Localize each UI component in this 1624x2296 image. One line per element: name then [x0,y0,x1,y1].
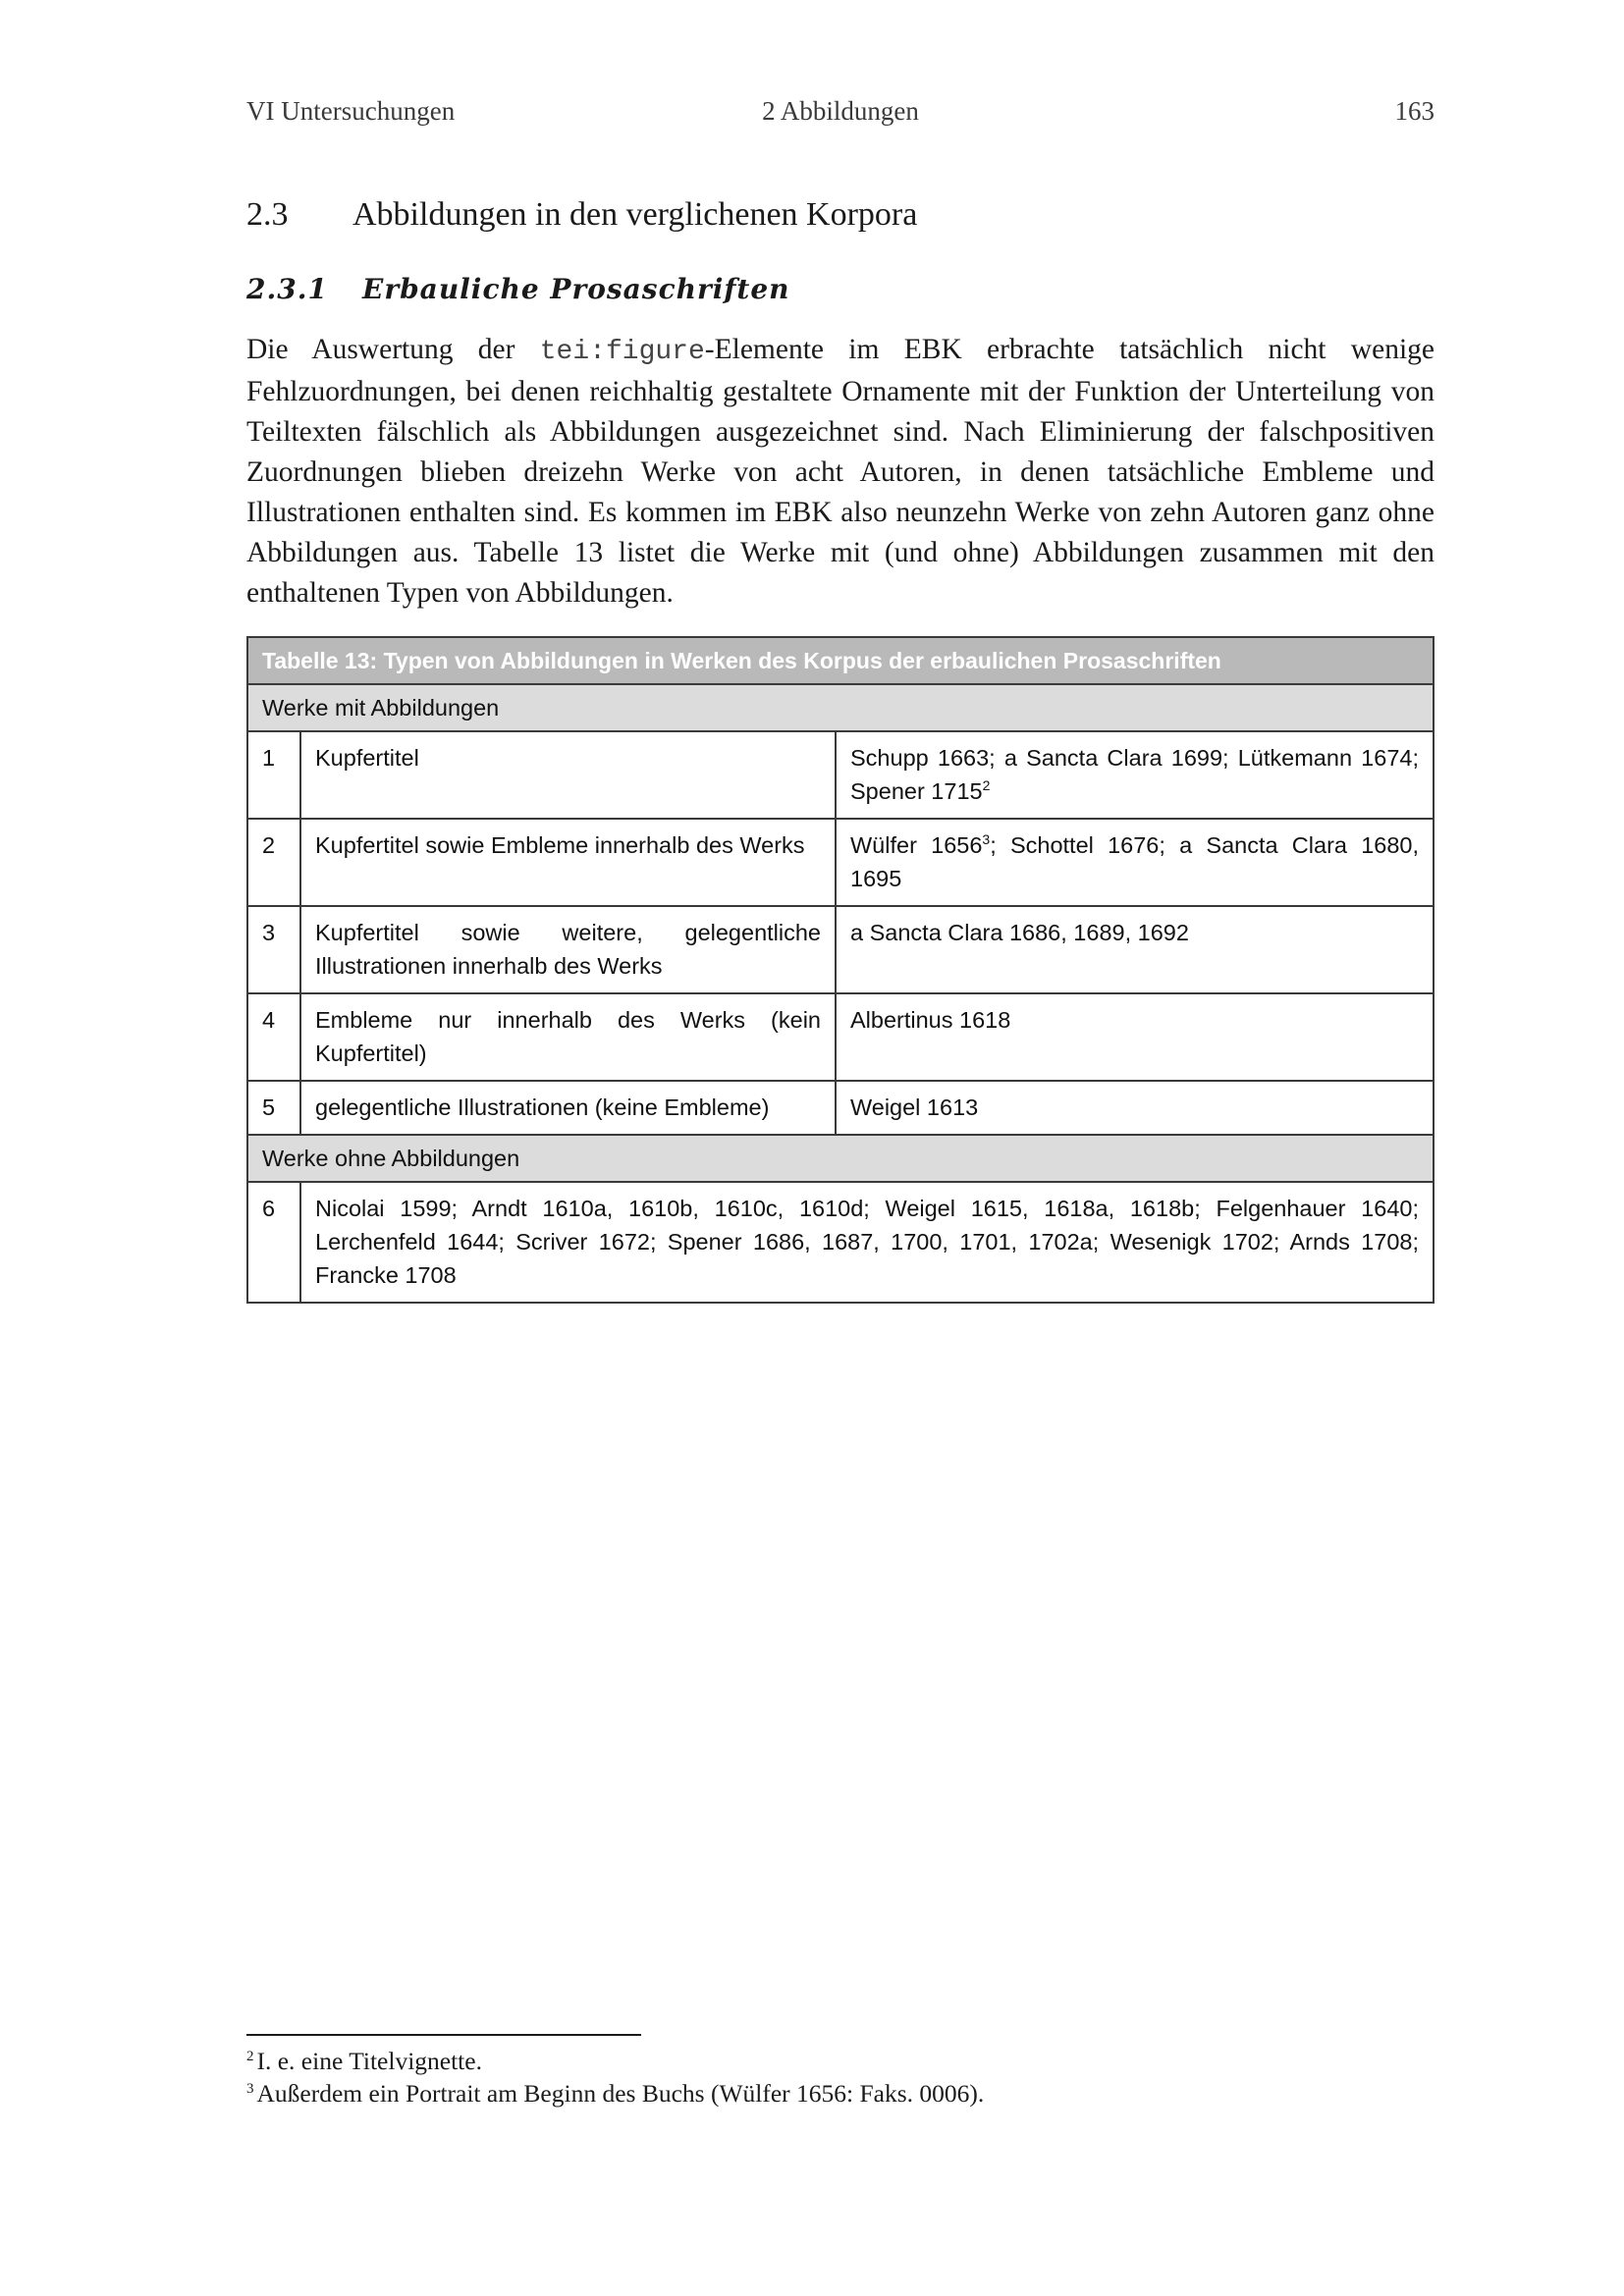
section-title: Abbildungen in den verglichenen Korpora [352,196,918,233]
group-label-without-figures: Werke ohne Abbildungen [247,1135,1434,1182]
subsection-heading [246,273,790,305]
figure-type-cell: Kupfertitel sowie Embleme innerhalb des Werks [300,819,836,906]
footnote [246,2045,1435,2077]
works-text: Wülfer 1656 [850,832,983,858]
figure-types-table [246,636,1435,1304]
row-number: 3 [247,906,300,993]
table-caption: Tabelle 13: Typen von Abbildungen in Werken des Korpus der erbaulichen Prosaschriften [247,637,1434,684]
footnote-text: I. e. eine Titelvignette. [256,2047,482,2075]
footnote-separator [246,2034,641,2036]
row-number: 5 [247,1081,300,1135]
figure-type-cell: Embleme nur innerhalb des Werks (kein Kupfertitel) [300,993,836,1081]
section-number: 2.3 [246,196,289,233]
works-cell [836,731,1434,819]
works-text-after: ; Schottel 1676; a Sancta Clara 1680, 1695 [850,832,1420,891]
works-text: Weigel 1613 [850,1095,979,1120]
table-row [247,1081,1434,1135]
footnote [246,2077,1435,2109]
works-cell [836,819,1434,906]
group-row-without-figures [247,1135,1434,1182]
group-label-with-figures: Werke mit Abbildungen [247,684,1434,731]
table-row [247,1182,1434,1303]
row-number: 1 [247,731,300,819]
figure-types-table-wrap [246,636,1435,1304]
subsection-title: Erbauliche Prosaschriften [362,273,790,305]
subsection-number: 2.3.1 [246,273,328,305]
table-row [247,993,1434,1081]
works-text: Schupp 1663; a Sancta Clara 1699; Lütkemann 1674; Spener 1715 [850,745,1419,804]
footnote-mark: 3 [246,2080,254,2097]
table-row [247,731,1434,819]
footnote-ref: 2 [982,777,991,794]
row-number: 2 [247,819,300,906]
group-row-with-figures [247,684,1434,731]
figure-type-cell: Kupfertitel sowie weitere, gelegentliche Illustrationen innerhalb des Werks [300,906,836,993]
footnote-text: Außerdem ein Portrait am Beginn des Buchs (Wülfer 1656: Faks. 0006). [256,2079,985,2108]
footnote-mark: 2 [246,2048,254,2064]
table-row [247,906,1434,993]
footnote-ref: 3 [982,831,991,848]
works-cell [836,1081,1434,1135]
row-number: 6 [247,1182,300,1303]
row-number: 4 [247,993,300,1081]
header-section: 2 Abbildungen [762,96,919,126]
paragraph-text-start: Die Auswertung der [246,334,540,365]
code-term: tei:figure [539,337,705,367]
works-cell [836,906,1434,993]
works-cell: Nicolai 1599; Arndt 1610a, 1610b, 1610c, 1610d; Weigel 1615, 1618a, 1618b; Felgenhauer 1640; Lerchenfeld 1644; Scriver 1672; Spener 1686, 1687, 1700, 1701, 1702a; Wesenigk 1702; Arnds 1708; Francke 1708 [300,1182,1434,1303]
paragraph-text-rest: -Elemente im EBK erbrachte tatsächlich nicht wenige Fehlzuordnungen, bei denen reichhaltig gestaltete Ornamente mit der Funktion der Unterteilung von Teiltexten fälschlich als Abbildungen ausgezeichnet sind. Nach Eliminierung der falschpositiven Zuordnungen blieben dreizehn Werke von acht Autoren, in denen tatsächliche Embleme und Illustrationen enthalten sind. Es kommen im EBK also neunzehn Werke von zehn Autoren ganz ohne Abbildungen aus. Tabelle 13 listet die Werke mit (und ohne) Abbildungen zusammen mit den enthaltenen Typen von Abbildungen. [246,334,1435,609]
figure-type-cell: gelegentliche Illustrationen (keine Embleme) [300,1081,836,1135]
figure-type-cell: Kupfertitel [300,731,836,819]
section-heading [246,196,917,234]
table-row [247,819,1434,906]
works-text: a Sancta Clara 1686, 1689, 1692 [850,920,1189,945]
table-caption-row [247,637,1434,684]
works-cell [836,993,1434,1081]
running-header [246,96,1435,130]
footnotes [246,2045,1435,2109]
page-number: 163 [1394,96,1435,126]
body-paragraph [246,330,1435,614]
header-chapter: VI Untersuchungen [246,96,456,126]
works-text: Albertinus 1618 [850,1007,1011,1033]
